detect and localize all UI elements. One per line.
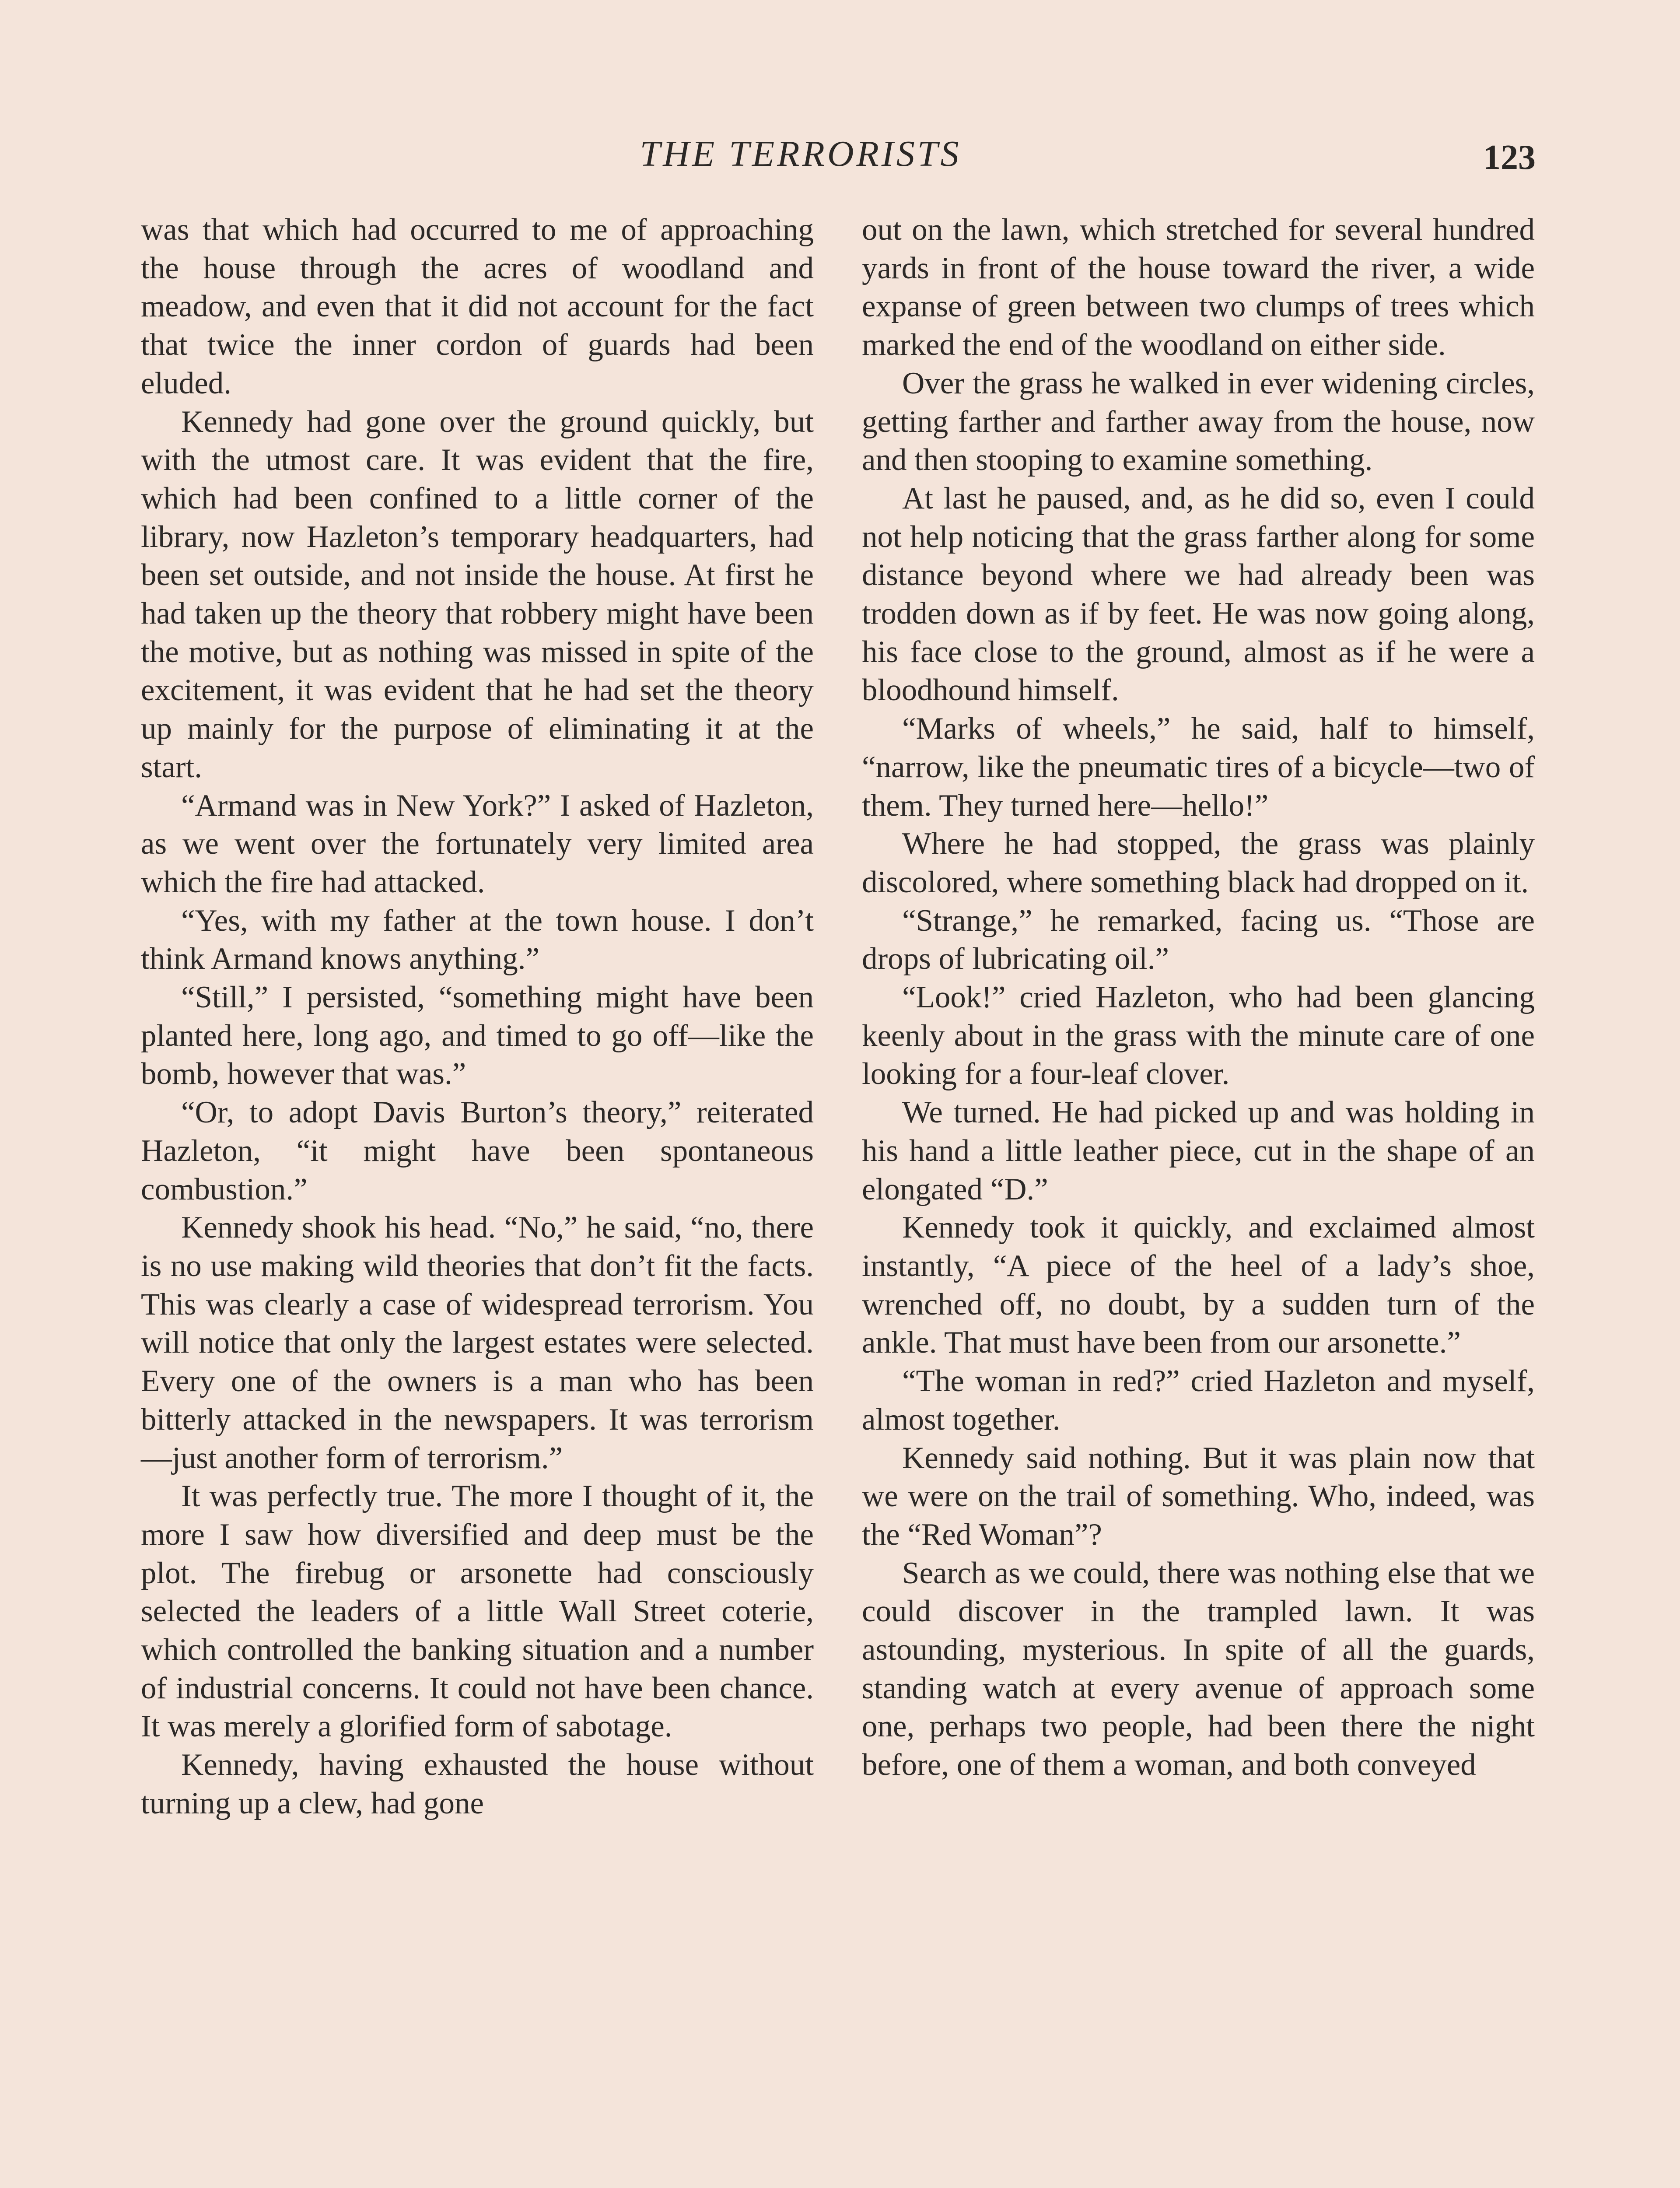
paragraph: “Look!” cried Hazleton, who had been glancing keenly about in the grass with the minute care of one looking for a four-leaf clover. <box>862 980 1535 1091</box>
paragraph: Kennedy shook his head. “No,” he said, “no, there is no use making wild theories that don’t fit the facts. This was clearly a case of widespread terrorism. You will notice that only the largest estates were selected. Every one of the owners is a man who has been bitterly attacked in the newspapers. It was terrorism—just another form of terrorism.” <box>141 1210 814 1475</box>
paragraph: “Still,” I persisted, “something might have been planted here, long ago, and timed to go off—like the bomb, however that was.” <box>141 980 814 1091</box>
paragraph: out on the lawn, which stretched for several hundred yards in front of the house toward the river, a wide expanse of green between two clumps of trees which marked the end of the woodland on either side. <box>862 213 1535 362</box>
paragraph: “Or, to adopt Davis Burton’s theory,” reiterated Hazleton, “it might have been spontaneous combustion.” <box>141 1095 814 1206</box>
paragraph: “Armand was in New York?” I asked of Hazleton, as we went over the fortunately very limited area which the fire had attacked. <box>141 788 814 899</box>
running-title: THE TERRORISTS <box>640 133 962 174</box>
paragraph: Kennedy took it quickly, and exclaimed almost instantly, “A piece of the heel of a lady’s shoe, wrenched off, no doubt, by a sudden turn of the ankle. That must have been from our arsonette.” <box>862 1210 1535 1360</box>
paragraph: was that which had occurred to me of approaching the house through the acres of woodland and meadow, and even that it did not account for the fact that twice the inner cordon of guards had been eluded. <box>141 213 814 400</box>
paragraph: “The woman in red?” cried Hazleton and myself, almost together. <box>862 1364 1535 1437</box>
paragraph: At last he paused, and, as he did so, even I could not help noticing that the grass farther along for some distance beyond where we had already been was trodden down as if by feet. He was now going along, his face close to the ground, almost as if he were a bloodhound himself. <box>862 481 1535 708</box>
page-number: 123 <box>1483 138 1536 177</box>
paragraph: Kennedy, having exhausted the house without turning up a clew, had gone <box>141 1748 814 1820</box>
left-text-column <box>141 211 814 1823</box>
paragraph: “Yes, with my father at the town house. I don’t think Armand knows anything.” <box>141 903 814 976</box>
paragraph: Where he had stopped, the grass was plainly discolored, where something black had dropped on it. <box>862 827 1535 899</box>
right-text-column <box>862 211 1535 1785</box>
paragraph: Search as we could, there was nothing else that we could discover in the trampled lawn. It was astounding, mysterious. In spite of all the guards, standing watch at every avenue of approach some one, perhaps two people, had been there the night before, one of them a woman, and both conveyed <box>862 1556 1535 1782</box>
paragraph: Kennedy had gone over the ground quickly, but with the utmost care. It was evident that the fire, which had been confined to a little corner of the library, now Hazleton’s temporary headquarters, had been set outside, and not inside the house. At first he had taken up the theory that robbery might have been the motive, but as nothing was missed in spite of the excitement, it was evident that he had set the theory up mainly for the purpose of eliminating it at the start. <box>141 404 814 784</box>
paragraph: “Strange,” he remarked, facing us. “Those are drops of lubricating oil.” <box>862 903 1535 976</box>
paragraph: “Marks of wheels,” he said, half to himself, “narrow, like the pneumatic tires of a bicycle—two of them. They turned here—hello!” <box>862 712 1535 823</box>
paragraph: It was perfectly true. The more I thought of it, the more I saw how diversified and deep must be the plot. The firebug or arsonette had consciously selected the leaders of a little Wall Street coterie, which controlled the banking situation and a number of industrial concerns. It could not have been chance. It was merely a glorified form of sabotage. <box>141 1479 814 1744</box>
paragraph: We turned. He had picked up and was holding in his hand a little leather piece, cut in the shape of an elongated “D.” <box>862 1095 1535 1206</box>
paragraph: Over the grass he walked in ever widening circles, getting farther and farther away from the house, now and then stooping to examine something. <box>862 366 1535 477</box>
paragraph: Kennedy said nothing. But it was plain now that we were on the trail of something. Who, indeed, was the “Red Woman”? <box>862 1441 1535 1552</box>
